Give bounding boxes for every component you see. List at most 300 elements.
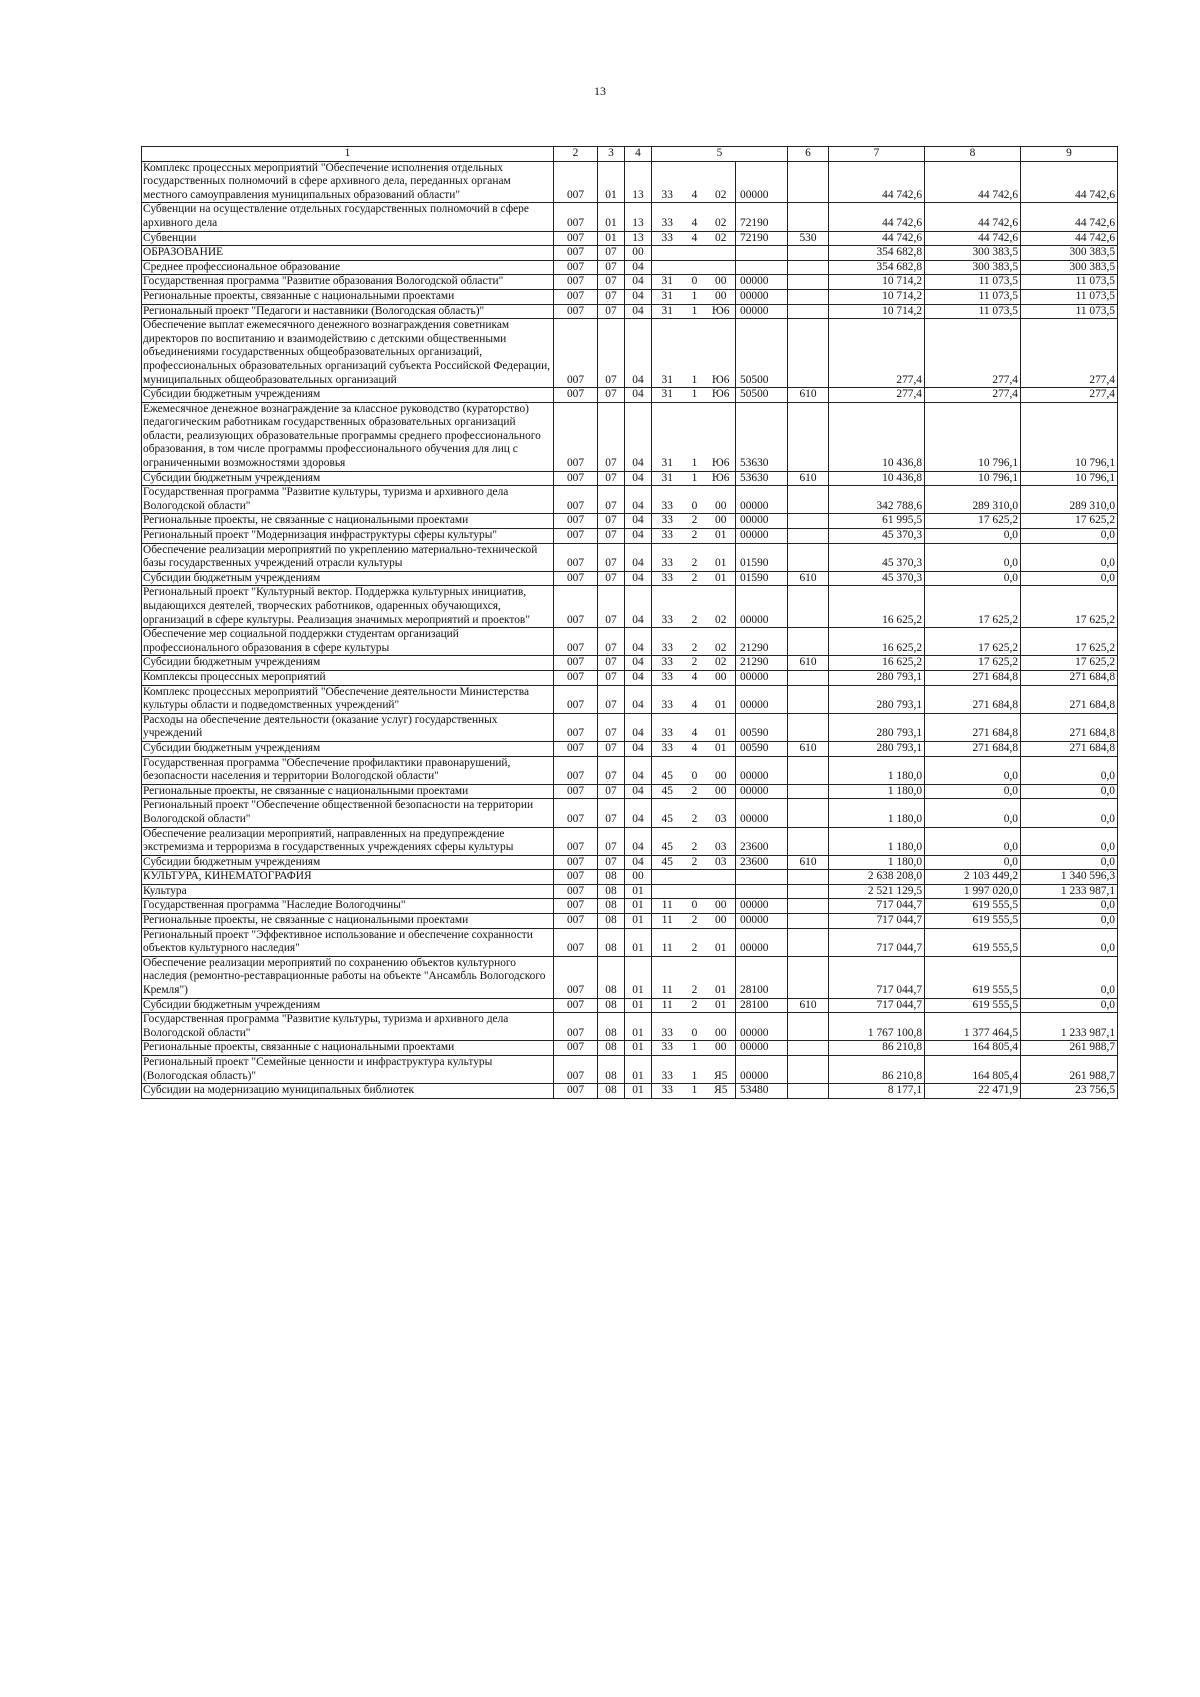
row-section-code: 08 (598, 1013, 625, 1041)
row-target-code-direction: 00590 (736, 713, 788, 741)
row-section-code: 01 (598, 203, 625, 231)
row-section-code: 08 (598, 899, 625, 914)
row-amount-col9: 1 233 987,1 (1021, 884, 1118, 899)
header-col-9: 9 (1021, 147, 1118, 162)
row-target-code-project: 00 (707, 899, 736, 914)
row-target-code-project: Я5 (707, 1084, 736, 1099)
row-name: Государственная программа "Обеспечение профилактики правонарушений, безопасности населения и территории Вологодской области" (142, 756, 554, 784)
row-amount-col7: 10 436,8 (829, 471, 925, 486)
row-target-code-program: 33 (652, 486, 683, 514)
table-row (142, 884, 1118, 899)
row-name: Субсидии бюджетным учреждениям (142, 998, 554, 1013)
row-target-code-project: 02 (707, 628, 736, 656)
header-col-6: 6 (788, 147, 829, 162)
row-target-code-type: 1 (683, 402, 707, 471)
row-ministry-code: 007 (554, 713, 598, 741)
row-target-code-direction: 72190 (736, 231, 788, 246)
row-ministry-code: 007 (554, 1041, 598, 1056)
row-ministry-code: 007 (554, 1056, 598, 1084)
row-amount-col7: 717 044,7 (829, 914, 925, 929)
row-target-code-program: 31 (652, 289, 683, 304)
row-target-code-program (652, 884, 683, 899)
row-name: Государственная программа "Развитие образования Вологодской области" (142, 275, 554, 290)
row-target-code-type: 1 (683, 1041, 707, 1056)
row-target-code-direction (736, 884, 788, 899)
row-amount-col8: 289 310,0 (925, 486, 1021, 514)
row-subsection-code: 01 (625, 928, 652, 956)
row-target-code-program: 11 (652, 956, 683, 998)
row-amount-col7: 16 625,2 (829, 656, 925, 671)
row-amount-col7: 2 521 129,5 (829, 884, 925, 899)
row-target-code-project: 00 (707, 670, 736, 685)
table-row (142, 656, 1118, 671)
row-expense-type (788, 402, 829, 471)
row-target-code-type: 4 (683, 741, 707, 756)
row-target-code-project: 00 (707, 914, 736, 929)
table-row (142, 275, 1118, 290)
row-expense-type (788, 956, 829, 998)
table-row (142, 713, 1118, 741)
row-target-code-program: 31 (652, 319, 683, 388)
row-target-code-program: 33 (652, 543, 683, 571)
row-amount-col7: 8 177,1 (829, 1084, 925, 1099)
row-expense-type: 610 (788, 741, 829, 756)
row-subsection-code: 01 (625, 1041, 652, 1056)
row-expense-type (788, 914, 829, 929)
row-name: ОБРАЗОВАНИЕ (142, 246, 554, 261)
row-amount-col9: 0,0 (1021, 827, 1118, 855)
row-name: Региональный проект "Педагоги и наставники (Вологодская область)" (142, 304, 554, 319)
row-amount-col7: 10 714,2 (829, 275, 925, 290)
row-expense-type (788, 1084, 829, 1099)
row-target-code-project: Я5 (707, 1056, 736, 1084)
row-amount-col7: 1 180,0 (829, 784, 925, 799)
row-expense-type: 610 (788, 571, 829, 586)
row-target-code-project: 02 (707, 231, 736, 246)
row-name: Региональный проект "Культурный вектор. Поддержка культурных инициатив, выдающихся деятелей, творческих работников, одаренных обучающихся, организаций в сфере культуры. Реализация значимых мероприятий и проектов" (142, 586, 554, 628)
row-amount-col8: 44 742,6 (925, 231, 1021, 246)
row-amount-col8: 0,0 (925, 543, 1021, 571)
table-row (142, 471, 1118, 486)
table-row (142, 628, 1118, 656)
row-amount-col8: 619 555,5 (925, 956, 1021, 998)
table-row (142, 855, 1118, 870)
row-subsection-code: 01 (625, 1013, 652, 1041)
row-ministry-code: 007 (554, 784, 598, 799)
row-ministry-code: 007 (554, 827, 598, 855)
row-target-code-project: 01 (707, 956, 736, 998)
row-amount-col7: 1 180,0 (829, 827, 925, 855)
page-number: 13 (594, 84, 606, 98)
row-amount-col8: 11 073,5 (925, 275, 1021, 290)
row-amount-col9: 23 756,5 (1021, 1084, 1118, 1099)
row-section-code: 07 (598, 402, 625, 471)
row-section-code: 07 (598, 388, 625, 403)
row-section-code: 08 (598, 956, 625, 998)
row-subsection-code: 04 (625, 685, 652, 713)
row-target-code-program: 33 (652, 656, 683, 671)
table-row (142, 304, 1118, 319)
row-section-code: 07 (598, 304, 625, 319)
row-target-code-direction: 01590 (736, 571, 788, 586)
row-ministry-code: 007 (554, 289, 598, 304)
row-target-code-direction: 00000 (736, 914, 788, 929)
table-row (142, 529, 1118, 544)
row-target-code-direction: 28100 (736, 956, 788, 998)
row-target-code-type: 1 (683, 388, 707, 403)
row-name: Субвенции (142, 231, 554, 246)
row-expense-type (788, 529, 829, 544)
row-amount-col7: 61 995,5 (829, 514, 925, 529)
row-amount-col9: 10 796,1 (1021, 402, 1118, 471)
row-name: Расходы на обеспечение деятельности (оказание услуг) государственных учреждений (142, 713, 554, 741)
row-amount-col9: 289 310,0 (1021, 486, 1118, 514)
header-col-8: 8 (925, 147, 1021, 162)
row-section-code: 07 (598, 855, 625, 870)
row-amount-col8: 300 383,5 (925, 246, 1021, 261)
row-ministry-code: 007 (554, 543, 598, 571)
row-amount-col7: 277,4 (829, 388, 925, 403)
row-ministry-code: 007 (554, 685, 598, 713)
row-target-code-program: 31 (652, 275, 683, 290)
row-subsection-code: 04 (625, 855, 652, 870)
row-section-code: 07 (598, 756, 625, 784)
row-amount-col7: 86 210,8 (829, 1041, 925, 1056)
row-target-code-direction: 53630 (736, 471, 788, 486)
row-target-code-project (707, 884, 736, 899)
row-amount-col9: 271 684,8 (1021, 670, 1118, 685)
row-ministry-code: 007 (554, 741, 598, 756)
row-amount-col7: 717 044,7 (829, 899, 925, 914)
row-name: Культура (142, 884, 554, 899)
row-amount-col7: 280 793,1 (829, 741, 925, 756)
row-target-code-type: 2 (683, 998, 707, 1013)
row-target-code-program: 33 (652, 514, 683, 529)
row-amount-col9: 0,0 (1021, 529, 1118, 544)
row-subsection-code: 04 (625, 741, 652, 756)
row-amount-col9: 271 684,8 (1021, 713, 1118, 741)
row-target-code-program: 33 (652, 586, 683, 628)
row-amount-col9: 300 383,5 (1021, 260, 1118, 275)
table-row (142, 246, 1118, 261)
row-subsection-code: 13 (625, 231, 652, 246)
row-amount-col9: 1 340 596,3 (1021, 870, 1118, 885)
row-target-code-program: 33 (652, 161, 683, 203)
header-col-5: 5 (652, 147, 788, 162)
row-expense-type (788, 1013, 829, 1041)
row-target-code-program: 33 (652, 670, 683, 685)
table-row (142, 1056, 1118, 1084)
row-amount-col7: 1 180,0 (829, 855, 925, 870)
row-target-code-direction: 00000 (736, 899, 788, 914)
row-name: Обеспечение мер социальной поддержки студентам организаций профессионального образования в сфере культуры (142, 628, 554, 656)
row-subsection-code: 04 (625, 304, 652, 319)
row-section-code: 07 (598, 827, 625, 855)
row-amount-col9: 0,0 (1021, 914, 1118, 929)
row-expense-type (788, 275, 829, 290)
row-name: Региональные проекты, связанные с национальными проектами (142, 1041, 554, 1056)
row-amount-col8: 0,0 (925, 756, 1021, 784)
row-ministry-code: 007 (554, 884, 598, 899)
row-name: Обеспечение реализации мероприятий по укреплению материально-технической базы государственных учреждений отрасли культуры (142, 543, 554, 571)
row-amount-col9: 300 383,5 (1021, 246, 1118, 261)
row-target-code-type: 1 (683, 471, 707, 486)
row-amount-col7: 2 638 208,0 (829, 870, 925, 885)
table-row (142, 899, 1118, 914)
row-name: Субсидии бюджетным учреждениям (142, 571, 554, 586)
row-subsection-code: 04 (625, 784, 652, 799)
header-row (142, 147, 1118, 162)
row-ministry-code: 007 (554, 1013, 598, 1041)
row-target-code-type: 2 (683, 855, 707, 870)
row-ministry-code: 007 (554, 388, 598, 403)
row-name: Региональный проект "Обеспечение общественной безопасности на территории Вологодской области" (142, 799, 554, 827)
row-amount-col7: 86 210,8 (829, 1056, 925, 1084)
row-amount-col8: 277,4 (925, 319, 1021, 388)
row-name: Государственная программа "Развитие культуры, туризма и архивного дела Вологодской области" (142, 1013, 554, 1041)
row-amount-col8: 0,0 (925, 827, 1021, 855)
row-target-code-type: 4 (683, 161, 707, 203)
row-target-code-direction: 00000 (736, 685, 788, 713)
row-amount-col8: 11 073,5 (925, 289, 1021, 304)
row-amount-col8: 271 684,8 (925, 713, 1021, 741)
row-amount-col7: 45 370,3 (829, 543, 925, 571)
row-expense-type (788, 289, 829, 304)
row-amount-col8: 619 555,5 (925, 899, 1021, 914)
row-subsection-code: 04 (625, 670, 652, 685)
row-name: КУЛЬТУРА, КИНЕМАТОГРАФИЯ (142, 870, 554, 885)
row-section-code: 08 (598, 1084, 625, 1099)
row-amount-col8: 300 383,5 (925, 260, 1021, 275)
row-amount-col7: 44 742,6 (829, 203, 925, 231)
row-amount-col7: 280 793,1 (829, 713, 925, 741)
row-target-code-project (707, 870, 736, 885)
row-ministry-code: 007 (554, 319, 598, 388)
row-subsection-code: 04 (625, 471, 652, 486)
row-section-code: 08 (598, 914, 625, 929)
row-ministry-code: 007 (554, 956, 598, 998)
row-expense-type (788, 260, 829, 275)
row-target-code-type: 2 (683, 571, 707, 586)
table-body (142, 161, 1118, 1098)
row-target-code-project: 02 (707, 161, 736, 203)
row-ministry-code: 007 (554, 628, 598, 656)
row-section-code: 07 (598, 319, 625, 388)
row-ministry-code: 007 (554, 275, 598, 290)
row-target-code-project: Ю6 (707, 304, 736, 319)
row-amount-col7: 44 742,6 (829, 231, 925, 246)
row-name: Региональный проект "Семейные ценности и инфраструктура культуры (Вологодская область)" (142, 1056, 554, 1084)
row-section-code: 07 (598, 471, 625, 486)
row-target-code-program: 45 (652, 799, 683, 827)
row-amount-col8: 11 073,5 (925, 304, 1021, 319)
row-name: Субсидии бюджетным учреждениям (142, 388, 554, 403)
row-expense-type (788, 928, 829, 956)
row-subsection-code: 04 (625, 586, 652, 628)
row-section-code: 08 (598, 1041, 625, 1056)
row-amount-col8: 0,0 (925, 529, 1021, 544)
row-subsection-code: 04 (625, 402, 652, 471)
row-expense-type (788, 543, 829, 571)
row-target-code-project: 03 (707, 827, 736, 855)
row-amount-col7: 717 044,7 (829, 998, 925, 1013)
row-expense-type (788, 884, 829, 899)
row-target-code-project (707, 246, 736, 261)
row-amount-col8: 17 625,2 (925, 628, 1021, 656)
row-name: Региональный проект "Модернизация инфраструктуры сферы культуры" (142, 529, 554, 544)
row-amount-col9: 44 742,6 (1021, 231, 1118, 246)
row-target-code-direction: 00000 (736, 275, 788, 290)
row-section-code: 07 (598, 543, 625, 571)
row-expense-type: 610 (788, 388, 829, 403)
row-ministry-code: 007 (554, 914, 598, 929)
row-target-code-direction: 00000 (736, 928, 788, 956)
row-subsection-code: 04 (625, 260, 652, 275)
row-amount-col9: 44 742,6 (1021, 203, 1118, 231)
row-name: Субвенции на осуществление отдельных государственных полномочий в сфере архивного дела (142, 203, 554, 231)
table-row (142, 870, 1118, 885)
row-amount-col8: 44 742,6 (925, 203, 1021, 231)
row-subsection-code: 04 (625, 756, 652, 784)
row-target-code-type: 4 (683, 685, 707, 713)
row-target-code-type (683, 870, 707, 885)
row-ministry-code: 007 (554, 899, 598, 914)
row-target-code-program: 33 (652, 628, 683, 656)
row-name: Региональные проекты, не связанные с национальными проектами (142, 784, 554, 799)
row-name: Субсидии бюджетным учреждениям (142, 656, 554, 671)
row-target-code-program: 45 (652, 756, 683, 784)
row-subsection-code: 00 (625, 246, 652, 261)
row-target-code-program: 45 (652, 784, 683, 799)
row-target-code-program: 33 (652, 203, 683, 231)
row-target-code-program: 11 (652, 928, 683, 956)
row-target-code-project: 01 (707, 543, 736, 571)
table-row (142, 1041, 1118, 1056)
row-target-code-type (683, 260, 707, 275)
row-amount-col8: 0,0 (925, 799, 1021, 827)
row-target-code-project: 00 (707, 486, 736, 514)
row-target-code-direction: 01590 (736, 543, 788, 571)
row-name: Региональные проекты, не связанные с национальными проектами (142, 514, 554, 529)
row-expense-type (788, 486, 829, 514)
row-amount-col8: 17 625,2 (925, 656, 1021, 671)
row-target-code-type: 1 (683, 1056, 707, 1084)
row-expense-type (788, 713, 829, 741)
row-amount-col9: 261 988,7 (1021, 1041, 1118, 1056)
row-target-code-program (652, 870, 683, 885)
row-target-code-project (707, 260, 736, 275)
row-amount-col8: 10 796,1 (925, 402, 1021, 471)
row-target-code-type: 4 (683, 713, 707, 741)
header-col-1: 1 (142, 147, 554, 162)
row-subsection-code: 04 (625, 486, 652, 514)
row-subsection-code: 01 (625, 1084, 652, 1099)
table-row (142, 319, 1118, 388)
table-row (142, 231, 1118, 246)
row-target-code-type: 4 (683, 670, 707, 685)
row-target-code-program: 31 (652, 402, 683, 471)
row-amount-col9: 0,0 (1021, 799, 1118, 827)
row-subsection-code: 04 (625, 628, 652, 656)
row-section-code: 07 (598, 486, 625, 514)
table-row (142, 685, 1118, 713)
row-amount-col7: 1 767 100,8 (829, 1013, 925, 1041)
row-target-code-type: 2 (683, 928, 707, 956)
row-target-code-program: 33 (652, 713, 683, 741)
row-section-code: 07 (598, 741, 625, 756)
row-section-code: 07 (598, 275, 625, 290)
row-target-code-type: 2 (683, 628, 707, 656)
row-name: Субсидии бюджетным учреждениям (142, 855, 554, 870)
row-expense-type (788, 670, 829, 685)
row-target-code-program: 33 (652, 571, 683, 586)
table-row (142, 784, 1118, 799)
row-amount-col7: 10 436,8 (829, 402, 925, 471)
row-amount-col7: 16 625,2 (829, 586, 925, 628)
row-amount-col9: 277,4 (1021, 319, 1118, 388)
row-amount-col9: 271 684,8 (1021, 685, 1118, 713)
row-amount-col7: 354 682,8 (829, 246, 925, 261)
row-target-code-type: 2 (683, 956, 707, 998)
row-amount-col8: 1 997 020,0 (925, 884, 1021, 899)
row-target-code-program: 11 (652, 899, 683, 914)
row-subsection-code: 04 (625, 543, 652, 571)
row-expense-type (788, 304, 829, 319)
row-expense-type (788, 899, 829, 914)
row-target-code-project: 00 (707, 784, 736, 799)
row-target-code-project: 02 (707, 586, 736, 628)
table-row (142, 260, 1118, 275)
row-section-code: 07 (598, 713, 625, 741)
row-section-code: 07 (598, 685, 625, 713)
budget-table (141, 146, 1118, 1099)
row-name: Субсидии бюджетным учреждениям (142, 741, 554, 756)
table-row (142, 1013, 1118, 1041)
table-row (142, 1084, 1118, 1099)
row-section-code: 01 (598, 231, 625, 246)
table-row (142, 670, 1118, 685)
row-amount-col8: 0,0 (925, 571, 1021, 586)
row-subsection-code: 04 (625, 319, 652, 388)
row-target-code-type: 0 (683, 899, 707, 914)
row-target-code-direction: 72190 (736, 203, 788, 231)
table-row (142, 928, 1118, 956)
row-amount-col8: 619 555,5 (925, 928, 1021, 956)
row-amount-col9: 11 073,5 (1021, 304, 1118, 319)
table-row (142, 998, 1118, 1013)
row-subsection-code: 00 (625, 870, 652, 885)
row-expense-type (788, 514, 829, 529)
row-ministry-code: 007 (554, 855, 598, 870)
row-target-code-type (683, 884, 707, 899)
row-name: Комплексы процессных мероприятий (142, 670, 554, 685)
row-amount-col7: 342 788,6 (829, 486, 925, 514)
row-section-code: 07 (598, 799, 625, 827)
row-subsection-code: 04 (625, 529, 652, 544)
row-ministry-code: 007 (554, 260, 598, 275)
row-amount-col7: 10 714,2 (829, 289, 925, 304)
row-ministry-code: 007 (554, 928, 598, 956)
row-name: Среднее профессиональное образование (142, 260, 554, 275)
row-amount-col8: 0,0 (925, 855, 1021, 870)
row-ministry-code: 007 (554, 246, 598, 261)
table-row (142, 514, 1118, 529)
row-subsection-code: 01 (625, 914, 652, 929)
row-ministry-code: 007 (554, 571, 598, 586)
table-row (142, 543, 1118, 571)
row-target-code-program (652, 246, 683, 261)
row-amount-col8: 22 471,9 (925, 1084, 1021, 1099)
